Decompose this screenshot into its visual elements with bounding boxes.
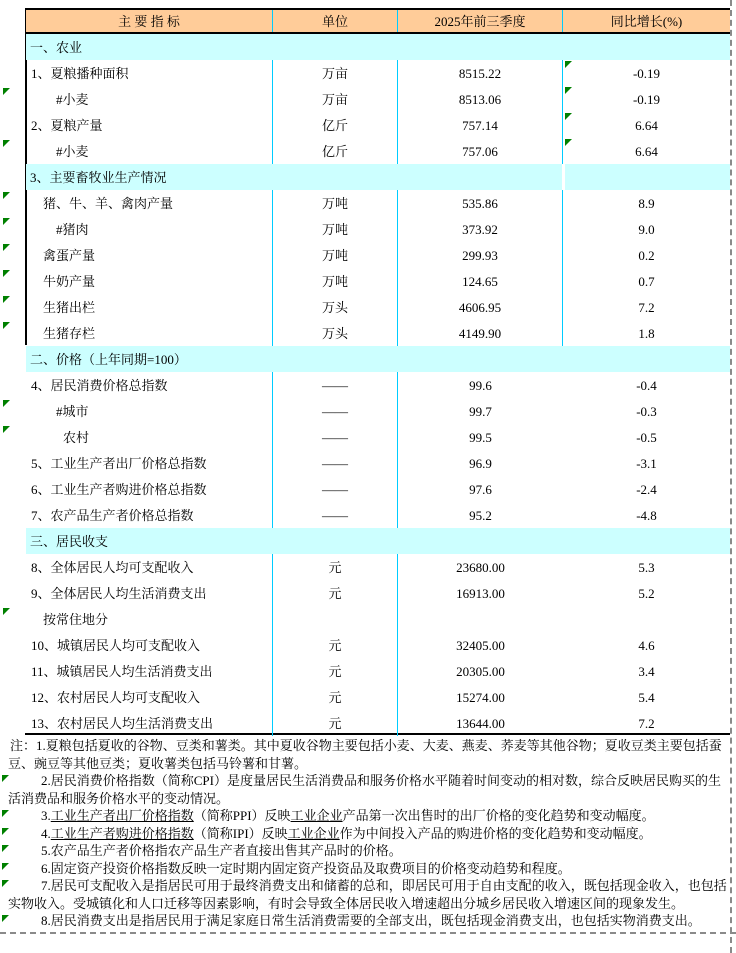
value-text: 97.6: [469, 481, 492, 497]
growth-cell[interactable]: [563, 398, 730, 424]
unit-label: 元: [328, 689, 342, 705]
growth-cell[interactable]: [563, 268, 730, 294]
note-text: （简称IPI）反映: [193, 825, 288, 841]
growth-text: -0.19: [632, 65, 661, 81]
growth-text: -2.4: [636, 481, 657, 497]
growth-text: -3.1: [636, 455, 657, 471]
indicator-label: 禽蛋产量: [43, 247, 96, 263]
growth-text: 0.2: [638, 247, 655, 263]
header-cell-unit[interactable]: 单位: [273, 10, 398, 32]
unit-cell[interactable]: [273, 86, 398, 112]
unit-cell[interactable]: [273, 242, 398, 268]
value-text: 373.92: [462, 221, 498, 237]
value-text: 4149.90: [458, 325, 502, 341]
table-row: [26, 320, 730, 346]
indicator-cell[interactable]: [26, 450, 273, 476]
note-item: [8, 825, 730, 843]
value-cell[interactable]: [398, 632, 563, 658]
unit-label: 万亩: [321, 65, 348, 81]
indicator-label: 12、农村居民人均可支配收入: [31, 689, 201, 705]
value-cell[interactable]: [398, 86, 563, 112]
value-cell[interactable]: [398, 398, 563, 424]
value-cell[interactable]: [398, 684, 563, 710]
note-text: （简称PPI）反映: [193, 808, 291, 823]
table-row: [26, 268, 730, 294]
table-row: [26, 450, 730, 476]
indicator-cell[interactable]: [26, 112, 273, 138]
growth-cell[interactable]: [563, 216, 730, 242]
value-cell[interactable]: [398, 476, 563, 502]
unit-cell[interactable]: [273, 684, 398, 710]
value-cell[interactable]: [398, 424, 563, 450]
header-cell-indicator[interactable]: 主 要 指 标: [26, 10, 273, 32]
comment-indicator-icon: [3, 140, 10, 147]
section-row: [26, 528, 730, 554]
indicator-label: 按常住地分: [43, 611, 109, 627]
growth-cell[interactable]: [563, 632, 730, 658]
note-text: 7.居民可支配收入是指居民可用于最终消费支出和储蓄的总和，即居民可用于自由支配的收入，既包括现金收入，也包括实物收入。受城镇化和人口迁移等因素影响，有时会导致全体居民收入增速超出分城乡居民收入增速区间的现象发生。: [8, 878, 727, 911]
note-text: 产品第一次出售时的出厂价格的变化趋势和变动幅度。: [342, 808, 655, 823]
growth-text: 0.7: [638, 273, 655, 289]
growth-cell[interactable]: [563, 606, 730, 632]
unit-cell[interactable]: [273, 424, 398, 450]
notes-section: [8, 737, 730, 930]
comment-indicator-icon: [3, 608, 10, 615]
growth-cell[interactable]: [563, 138, 730, 164]
underlined-term: 工业生产者购进价格指数: [50, 825, 194, 841]
comment-indicator-icon: [2, 828, 9, 835]
value-cell[interactable]: [398, 320, 563, 346]
note-text: 2.居民消费价格指数（简称CPI）是度量居民生活消费品和服务价格水平随着时间变动的相对数，综合反映居民购买的生活消费品和服务价格水平的变动情况。: [8, 773, 721, 806]
value-cell[interactable]: [398, 268, 563, 294]
indicator-label: 9、全体居民人均生活消费支出: [31, 585, 207, 601]
indicator-label: 2、夏粮产量: [31, 117, 103, 133]
growth-cell[interactable]: [563, 60, 730, 86]
note-item: [8, 842, 730, 860]
unit-label: 亿斤: [321, 117, 348, 133]
indicator-label: 4、居民消费价格总指数: [31, 377, 168, 393]
growth-cell[interactable]: [563, 190, 730, 216]
unit-label: ——: [322, 455, 348, 471]
unit-cell[interactable]: [273, 294, 398, 320]
section-label[interactable]: 3、主要畜牧业生产情况: [30, 169, 167, 185]
table-row: [26, 398, 730, 424]
unit-label: 万吨: [321, 221, 348, 237]
comment-indicator-icon: [3, 88, 10, 95]
growth-text: 1.8: [638, 325, 655, 341]
value-text: 535.86: [462, 195, 498, 211]
unit-label: ——: [322, 377, 348, 393]
value-text: 8513.06: [458, 91, 502, 107]
unit-label: ——: [322, 481, 348, 497]
table-row: [26, 294, 730, 320]
underlined-term: 工业企业: [290, 808, 343, 823]
value-text: 4606.95: [458, 299, 502, 315]
indicator-label: 13、农村居民人均生活消费支出: [31, 715, 214, 731]
comment-indicator-icon: [3, 192, 10, 199]
unit-label: 元: [328, 585, 342, 601]
table-header-row: [26, 10, 730, 34]
growth-cell[interactable]: [563, 476, 730, 502]
value-text: 13644.00: [456, 715, 505, 731]
indicator-cell[interactable]: [26, 372, 273, 398]
comment-indicator-icon: [2, 915, 9, 922]
note-item: [8, 877, 730, 912]
table-row: [26, 684, 730, 710]
comment-indicator-icon: [2, 845, 9, 852]
unit-cell[interactable]: [273, 112, 398, 138]
note-text: 6.固定资产投资价格指数反映一定时期内固定资产投资品及取费项目的价格变动趋势和程度。: [41, 860, 571, 876]
indicator-label: 11、城镇居民人均生活消费支出: [31, 663, 213, 679]
indicators-table: [26, 10, 730, 736]
growth-cell[interactable]: [563, 320, 730, 346]
indicator-cell[interactable]: [26, 710, 273, 736]
value-text: 99.6: [469, 377, 492, 393]
indicator-label: 猪、牛、羊、禽肉产量: [43, 195, 174, 211]
page-break-vertical-line: [730, 0, 732, 953]
value-text: 757.06: [462, 143, 498, 159]
value-text: 16913.00: [456, 585, 505, 601]
growth-text: 7.2: [638, 299, 655, 315]
table-row: [26, 554, 730, 580]
indicator-cell[interactable]: [26, 242, 273, 268]
note-text: 作为中间投入产品的购进价格的变化趋势和变动幅度。: [339, 825, 652, 841]
value-text: 95.2: [469, 507, 492, 523]
indicator-label: 生猪出栏: [43, 299, 96, 315]
note-text: 3.: [41, 808, 51, 823]
indicator-cell[interactable]: [26, 632, 273, 658]
comment-indicator-icon: [3, 244, 10, 251]
value-cell[interactable]: [398, 606, 563, 632]
indicator-cell[interactable]: [26, 606, 273, 632]
note-text: 注：1.夏粮包括夏收的谷物、豆类和薯类。其中夏收谷物主要包括小麦、大麦、燕麦、荞麦等其他谷物；夏收豆类主要包括蚕豆、豌豆等其他豆类；夏收薯类包括马铃薯和甘薯。: [8, 738, 722, 771]
value-text: 8515.22: [458, 65, 502, 81]
indicator-cell[interactable]: [26, 580, 273, 606]
growth-cell[interactable]: [563, 658, 730, 684]
unit-cell[interactable]: [273, 554, 398, 580]
table-row: [26, 60, 730, 86]
growth-cell[interactable]: [563, 112, 730, 138]
value-text: 15274.00: [456, 689, 505, 705]
value-text: 96.9: [469, 455, 492, 471]
indicator-label: 农村: [63, 429, 90, 445]
value-cell[interactable]: [398, 112, 563, 138]
comment-indicator-icon: [3, 426, 10, 433]
indicator-label: 1、夏粮播种面积: [31, 65, 129, 81]
unit-label: ——: [322, 429, 348, 445]
unit-label: ——: [322, 403, 348, 419]
indicator-label: 8、全体居民人均可支配收入: [31, 559, 194, 575]
indicator-label: 牛奶产量: [43, 273, 96, 289]
unit-cell[interactable]: [273, 60, 398, 86]
unit-cell[interactable]: [273, 138, 398, 164]
table-row: [26, 632, 730, 658]
indicator-cell[interactable]: [26, 216, 273, 242]
section-row: [26, 346, 730, 372]
value-text: 299.93: [462, 247, 498, 263]
growth-cell[interactable]: [563, 424, 730, 450]
comment-indicator-icon: [3, 322, 10, 329]
growth-text: -0.4: [636, 377, 657, 393]
value-text: 32405.00: [456, 637, 505, 653]
value-cell[interactable]: [398, 580, 563, 606]
unit-cell[interactable]: [273, 398, 398, 424]
unit-cell[interactable]: [273, 606, 398, 632]
unit-cell[interactable]: [273, 320, 398, 346]
unit-label: 亿斤: [321, 143, 348, 159]
table-row: [26, 658, 730, 684]
table-row: [26, 502, 730, 528]
indicator-cell[interactable]: [26, 86, 273, 112]
growth-text: 5.3: [638, 559, 655, 575]
unit-label: 万亩: [321, 91, 348, 107]
unit-cell[interactable]: [273, 450, 398, 476]
growth-text: -0.3: [636, 403, 657, 419]
growth-text: 6.64: [635, 117, 658, 133]
note-text: 5.农产品生产者价格指农产品生产者直接出售其产品时的价格。: [41, 843, 402, 858]
section-label[interactable]: 三、居民收支: [30, 533, 109, 549]
value-cell[interactable]: [398, 294, 563, 320]
section-row: [26, 34, 730, 60]
value-text: 99.7: [469, 403, 492, 419]
value-cell[interactable]: [398, 60, 563, 86]
unit-cell[interactable]: [273, 190, 398, 216]
unit-cell[interactable]: [273, 268, 398, 294]
growth-cell[interactable]: [563, 580, 730, 606]
value-cell[interactable]: [398, 190, 563, 216]
growth-cell[interactable]: [563, 684, 730, 710]
value-cell[interactable]: [398, 502, 563, 528]
indicator-cell[interactable]: [26, 60, 273, 86]
table-row: [26, 112, 730, 138]
value-cell[interactable]: [398, 216, 563, 242]
comment-indicator-icon: [565, 113, 572, 120]
comment-indicator-icon: [2, 863, 9, 870]
unit-label: 元: [328, 715, 342, 731]
indicator-cell[interactable]: [26, 684, 273, 710]
growth-cell[interactable]: [563, 450, 730, 476]
growth-text: 5.4: [638, 689, 655, 705]
unit-cell[interactable]: [273, 658, 398, 684]
comment-indicator-icon: [3, 296, 10, 303]
page-break-horizontal-line: [0, 932, 736, 934]
growth-text: -0.5: [636, 429, 657, 445]
section-label[interactable]: 一、农业: [30, 39, 83, 55]
section-label[interactable]: 二、价格（上年同期=100）: [30, 351, 187, 367]
table-row: [26, 580, 730, 606]
unit-label: 万吨: [321, 195, 348, 211]
growth-text: 8.9: [638, 195, 655, 211]
value-text: 124.65: [462, 273, 498, 289]
growth-text: -0.19: [632, 91, 661, 107]
unit-cell[interactable]: [273, 710, 398, 736]
indicator-label: #小麦: [56, 143, 89, 159]
underlined-term: 工业企业: [287, 825, 340, 841]
indicator-label: #小麦: [56, 91, 89, 107]
value-text: 20305.00: [456, 663, 505, 679]
table-row: [26, 476, 730, 502]
indicator-cell[interactable]: [26, 268, 273, 294]
underlined-term: 工业生产者出厂价格指数: [50, 808, 194, 823]
indicator-cell[interactable]: [26, 658, 273, 684]
header-cell-period[interactable]: 2025年前三季度: [398, 10, 563, 32]
note-text: 4.: [41, 825, 51, 841]
indicator-cell[interactable]: [26, 190, 273, 216]
growth-text: 9.0: [638, 221, 655, 237]
indicator-cell[interactable]: [26, 294, 273, 320]
indicator-cell[interactable]: [26, 476, 273, 502]
growth-cell[interactable]: [563, 554, 730, 580]
comment-indicator-icon: [2, 880, 9, 887]
note-text: 8.居民消费支出是指居民用于满足家庭日常生活消费需要的全部支出，既包括现金消费支出，也包括实物消费支出。: [41, 913, 701, 928]
header-cell-growth[interactable]: 同比增长(%): [610, 13, 683, 29]
indicator-cell[interactable]: [26, 424, 273, 450]
table-row: [26, 138, 730, 164]
note-item: [8, 807, 730, 825]
section-row: [26, 164, 730, 190]
growth-text: 4.6: [638, 637, 655, 653]
growth-text: 5.2: [638, 585, 655, 601]
growth-cell[interactable]: [563, 242, 730, 268]
unit-label: 万头: [321, 325, 348, 341]
table-row: [26, 710, 730, 736]
value-text: 99.5: [469, 429, 492, 445]
growth-cell[interactable]: [563, 502, 730, 528]
indicator-cell[interactable]: [26, 138, 273, 164]
unit-label: 元: [328, 663, 342, 679]
note-item: [8, 772, 730, 807]
growth-text: 6.64: [635, 143, 658, 159]
indicator-label: 生猪存栏: [43, 325, 96, 341]
comment-indicator-icon: [2, 775, 9, 782]
indicator-label: #城市: [56, 403, 89, 419]
indicator-label: 7、农产品生产者价格总指数: [31, 507, 194, 523]
growth-cell[interactable]: [563, 710, 730, 736]
indicator-cell[interactable]: [26, 320, 273, 346]
unit-label: 元: [328, 637, 342, 653]
comment-indicator-icon: [565, 139, 572, 146]
unit-label: 万吨: [321, 247, 348, 263]
value-text: 23680.00: [456, 559, 505, 575]
table-body: [26, 34, 730, 736]
value-text: 757.14: [462, 117, 498, 133]
table-row: [26, 216, 730, 242]
indicator-label: 6、工业生产者购进价格总指数: [31, 481, 207, 497]
value-cell[interactable]: [398, 372, 563, 398]
indicator-label: #猪肉: [56, 221, 89, 237]
note-item: [8, 860, 730, 878]
unit-cell[interactable]: [273, 502, 398, 528]
indicator-cell[interactable]: [26, 398, 273, 424]
value-cell[interactable]: [398, 242, 563, 268]
unit-label: 万头: [321, 299, 348, 315]
note-item: [8, 737, 730, 772]
unit-cell[interactable]: [273, 372, 398, 398]
note-item: [8, 912, 730, 930]
unit-label: 元: [328, 559, 342, 575]
table-row: [26, 190, 730, 216]
growth-cell[interactable]: [563, 372, 730, 398]
indicator-label: 5、工业生产者出厂价格总指数: [31, 455, 207, 471]
unit-cell[interactable]: [273, 476, 398, 502]
table-row: [26, 606, 730, 632]
table-row: [26, 242, 730, 268]
indicator-label: 10、城镇居民人均可支配收入: [31, 637, 201, 653]
growth-cell[interactable]: [563, 86, 730, 112]
comment-indicator-icon: [2, 810, 9, 817]
unit-cell[interactable]: [273, 580, 398, 606]
table-row: [26, 424, 730, 450]
value-cell[interactable]: [398, 554, 563, 580]
indicator-cell[interactable]: [26, 554, 273, 580]
unit-cell[interactable]: [273, 216, 398, 242]
value-cell[interactable]: [398, 450, 563, 476]
growth-text: -4.8: [636, 507, 657, 523]
unit-cell[interactable]: [273, 632, 398, 658]
unit-label: 万吨: [321, 273, 348, 289]
growth-text: 7.2: [638, 715, 655, 731]
value-cell[interactable]: [398, 138, 563, 164]
comment-indicator-icon: [3, 218, 10, 225]
comment-indicator-icon: [3, 400, 10, 407]
comment-indicator-icon: [3, 270, 10, 277]
unit-label: ——: [322, 507, 348, 523]
table-row: [26, 372, 730, 398]
value-cell[interactable]: [398, 710, 563, 736]
growth-text: 3.4: [638, 663, 655, 679]
indicator-cell[interactable]: [26, 502, 273, 528]
comment-indicator-icon: [565, 61, 572, 68]
comment-indicator-icon: [565, 87, 572, 94]
growth-cell[interactable]: [563, 294, 730, 320]
value-cell[interactable]: [398, 658, 563, 684]
table-row: [26, 86, 730, 112]
